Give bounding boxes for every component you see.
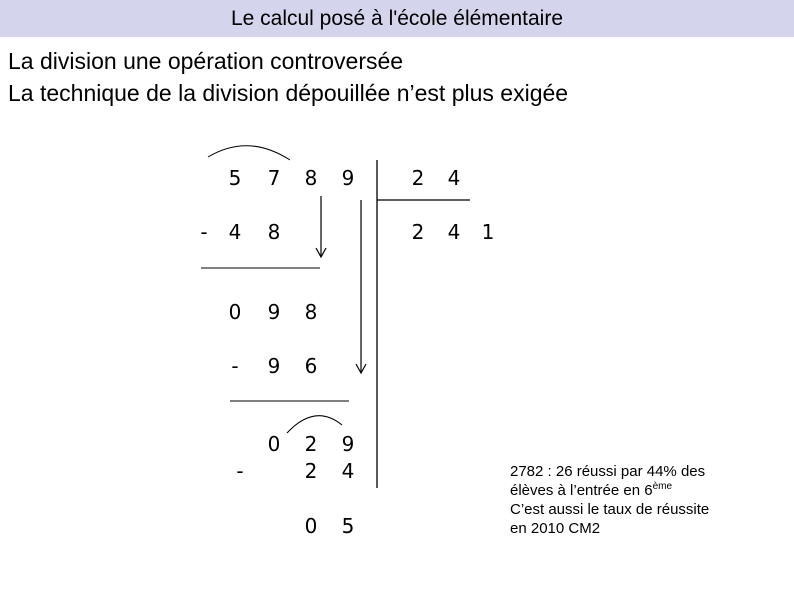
partial-result-digit: 9 (267, 300, 281, 324)
dividend-digit: 8 (304, 166, 318, 190)
divisor-digit: 4 (447, 166, 461, 190)
subtitle-technique: La technique de la division dépouillée n’est plus exigée (8, 80, 569, 106)
note-superscript: ème (652, 481, 673, 492)
dividend-digit: 7 (267, 166, 281, 190)
subtrahend-digit: 9 (267, 354, 281, 378)
partial-result-digit: 2 (304, 432, 318, 456)
note-line: en 2010 CM2 (510, 520, 601, 537)
remainder-digit: 5 (341, 514, 355, 538)
quotient-digit: 2 (411, 220, 425, 244)
minus-sign: - (236, 459, 244, 483)
remainder-digit: 0 (304, 514, 318, 538)
subtrahend-digit: 4 (228, 220, 242, 244)
grouping-arc-1 (208, 146, 290, 160)
partial-result-digit: 0 (228, 300, 242, 324)
dividend-digit: 5 (228, 166, 242, 190)
partial-result-digit: 8 (304, 300, 318, 324)
page-title: Le calcul posé à l'école élémentaire (230, 7, 564, 30)
note-line: C’est aussi le taux de réussite (510, 501, 710, 518)
note-line (510, 481, 780, 500)
success-rate-note (510, 462, 780, 538)
quotient-digit: 4 (447, 220, 461, 244)
partial-result-digit: 9 (341, 432, 355, 456)
quotient-digit: 1 (481, 220, 495, 244)
minus-sign: - (200, 220, 208, 244)
partial-result-digit: 0 (267, 432, 281, 456)
subtrahend-digit: 2 (304, 459, 318, 483)
divisor-digit: 2 (411, 166, 425, 190)
subtitle-division: La division une opération controversée (8, 48, 404, 74)
subtrahend-digit: 8 (267, 220, 281, 244)
minus-sign: - (231, 354, 239, 378)
dividend-digit: 9 (341, 166, 355, 190)
grouping-arc-2 (287, 416, 342, 433)
note-line: 2782 : 26 réussi par 44% des (510, 463, 706, 480)
note-line-text: élèves à l’entrée en 6 (510, 482, 653, 499)
subtrahend-digit: 4 (341, 459, 355, 483)
subtrahend-digit: 6 (304, 354, 318, 378)
